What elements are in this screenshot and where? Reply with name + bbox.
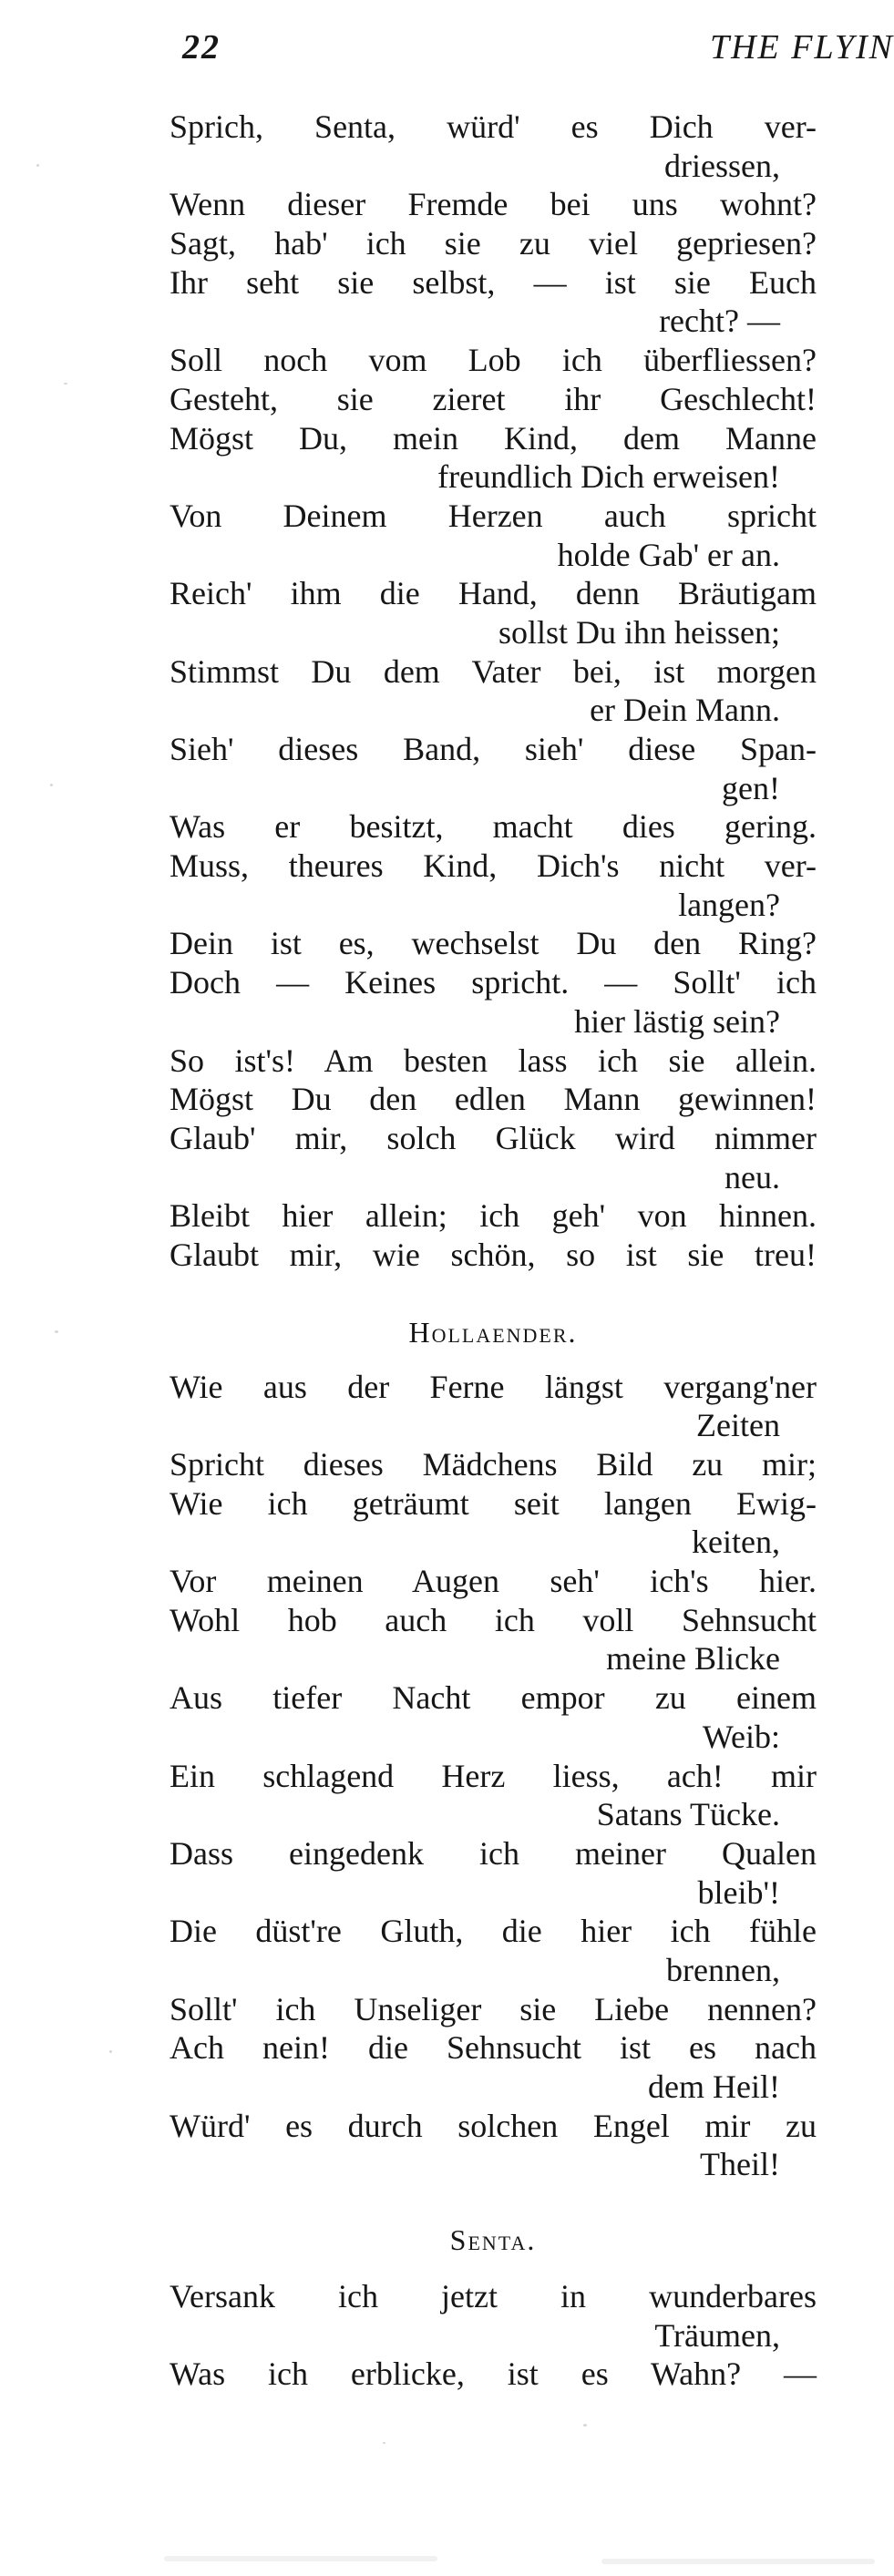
verse-block-daland	[170, 108, 817, 1275]
verse-line-continuation: Weib:	[702, 1718, 780, 1755]
verse-line-continuation: langen?	[678, 886, 780, 923]
verse-line-continuation: keiten,	[692, 1524, 780, 1561]
verse-line-continuation: Theil!	[700, 2146, 780, 2183]
verse-line-continuation: gen!	[722, 769, 780, 806]
speck	[583, 2424, 587, 2427]
verse-line: So ist's! Am besten lass ich sie allein.	[170, 1042, 817, 1079]
verse-line: Sagt, hab' ich sie zu viel gepriesen?	[170, 225, 817, 262]
verse-line-continuation: freundlich Dich erweisen!	[437, 458, 780, 496]
speck	[164, 2556, 437, 2561]
verse-line: Sollt' ich Unseliger sie Liebe nennen?	[170, 1990, 817, 2027]
verse-line: Soll noch vom Lob ich überfliessen?	[170, 342, 817, 379]
verse-line: Dein ist es, wechselst Du den Ring?	[170, 925, 817, 962]
verse-block-hollaender	[170, 1368, 817, 2184]
verse-line-continuation: er Dein Mann.	[590, 692, 780, 729]
verse-line: Doch — Keines spricht. — Sollt' ich	[170, 964, 817, 1001]
speck	[109, 2050, 112, 2053]
verse-line: Glaubt mir, wie schön, so ist sie treu!	[170, 1236, 817, 1273]
verse-line: Würd' es durch solchen Engel mir zu	[170, 2107, 817, 2144]
speck	[50, 784, 53, 786]
verse-line: Wie aus der Ferne längst vergang'ner	[170, 1368, 817, 1405]
verse-line: Bleibt hier allein; ich geh' von hinnen.	[170, 1197, 817, 1235]
verse-line-continuation: Träumen,	[654, 2316, 780, 2354]
verse-line: Sprich, Senta, würd' es Dich ver-	[170, 108, 817, 145]
verse-line: Ein schlagend Herz liess, ach! mir	[170, 1757, 817, 1794]
verse-line-continuation: holde Gab' er an.	[557, 536, 780, 573]
page-number: 22	[182, 28, 221, 67]
speck	[383, 2442, 385, 2444]
page-header	[0, 27, 894, 73]
verse-line-continuation: meine Blicke	[606, 1640, 780, 1678]
speck	[64, 383, 67, 385]
verse-line: Ihr seht sie selbst, — ist sie Euch	[170, 263, 817, 301]
verse-line: Wenn dieser Fremde bei uns wohnt?	[170, 186, 817, 223]
verse-line-continuation: neu.	[724, 1158, 780, 1196]
running-title: THE FLYIN	[709, 28, 894, 67]
verse-line: Spricht dieses Mädchens Bild zu mir;	[170, 1446, 817, 1483]
verse-line-continuation: recht? —	[659, 303, 780, 340]
verse-line-continuation: dem Heil!	[648, 2068, 780, 2105]
verse-line: Aus tiefer Nacht empor zu einem	[170, 1679, 817, 1717]
speck	[601, 2559, 875, 2564]
verse-line: Sieh' dieses Band, sieh' diese Span-	[170, 731, 817, 767]
verse-line: Vor meinen Augen seh' ich's hier.	[170, 1563, 817, 1600]
verse-line: Stimmst Du dem Vater bei, ist morgen	[170, 652, 817, 690]
verse-line-continuation: sollst Du ihn heissen;	[498, 613, 780, 651]
verse-line-continuation: bleib'!	[697, 1873, 780, 1911]
verse-line: Ach nein! die Sehnsucht ist es nach	[170, 2029, 817, 2067]
verse-line: Wohl hob auch ich voll Sehnsucht	[170, 1601, 817, 1638]
speck	[55, 1330, 58, 1333]
speck	[36, 164, 39, 167]
verse-line: Versank ich jetzt in wunderbares	[170, 2278, 817, 2315]
verse-line: Mögst Du den edlen Mann gewinnen!	[170, 1081, 817, 1118]
verse-block-senta	[170, 2277, 817, 2394]
verse-line-continuation: Zeiten	[696, 1407, 780, 1444]
verse-line: Reich' ihm die Hand, denn Bräutigam	[170, 575, 817, 612]
verse-line-continuation: Satans Tücke.	[596, 1796, 780, 1833]
verse-line: Dass eingedenk ich meiner Qualen	[170, 1834, 817, 1872]
verse-line: Wie ich geträumt seit langen Ewig-	[170, 1484, 817, 1522]
verse-line: Muss, theures Kind, Dich's nicht ver-	[170, 847, 817, 885]
verse-line: Was er besitzt, macht dies gering.	[170, 808, 817, 846]
speaker-heading-hollaender: Hollaender.	[408, 1315, 578, 1349]
verse-line: Gesteht, sie zieret ihr Geschlecht!	[170, 380, 817, 417]
verse-line: Glaub' mir, solch Glück wird nimmer	[170, 1119, 817, 1156]
verse-line-continuation: hier lästig sein?	[574, 1002, 780, 1040]
speaker-heading-senta: Senta.	[449, 2223, 537, 2257]
verse-line-continuation: driessen,	[664, 147, 780, 184]
verse-line: Von Deinem Herzen auch spricht	[170, 497, 817, 534]
verse-line: Was ich erblicke, ist es Wahn? —	[170, 2355, 817, 2393]
verse-line-continuation: brennen,	[666, 1951, 780, 1988]
libretto-text	[170, 108, 817, 2394]
speck	[670, 1227, 673, 1230]
verse-line: Mögst Du, mein Kind, dem Manne	[170, 419, 817, 457]
verse-line: Die düst're Gluth, die hier ich fühle	[170, 1913, 817, 1950]
